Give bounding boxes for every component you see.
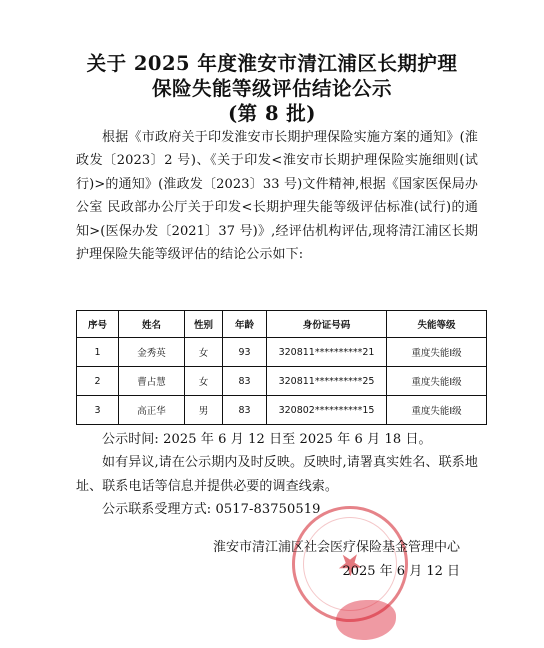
seal-star-icon: ★ (328, 542, 372, 587)
header-name: 姓名 (119, 311, 185, 338)
notice-period: 公示时间: 2025 年 6 月 12 日至 2025 年 6 月 18 日。 (102, 432, 432, 447)
header-gender: 性别 (185, 311, 223, 338)
cell-index: 1 (77, 338, 119, 367)
objection-text: 如有异议,请在公示期内及时反映。反映时,请署真实姓名、联系地址、联系电话等信息并提供必要的调查线索。 (76, 455, 478, 494)
title-batch: (第 8 批) (227, 102, 317, 125)
signature-date: 2025 年 6 月 12 日 (342, 564, 460, 579)
signature-org: 淮安市清江浦区社会医疗保险基金管理中心 (212, 540, 460, 555)
header-id-number: 身份证号码 (267, 311, 387, 338)
cell-name: 曹占慧 (119, 367, 185, 396)
closing-section (76, 428, 478, 522)
cell-id-number: 320802**********15 (267, 396, 387, 425)
cell-id-number: 320811**********25 (267, 367, 387, 396)
header-disability-level: 失能等级 (387, 311, 487, 338)
intro-paragraph: 根据《市政府关于印发淮安市长期护理保险实施方案的通知》(淮政发〔2023〕2 号)、《关于印发<淮安市长期护理保险实施细则(试行)>的通知》(淮政发〔2023〕33 号)文件精神,根据《国家医保局办公室 民政部办公厅关于印发<长期护理失能等级评估标准(试行)的通知>(医保办发〔2021〕37 号)》,经评估机构评估,现将清江浦区长期护理保险失能等级评估的结论公示如下: (76, 130, 478, 263)
cell-disability-level: 重度失能Ⅰ级 (387, 338, 487, 367)
cell-gender: 女 (185, 338, 223, 367)
cell-gender: 男 (185, 396, 223, 425)
table-header-row (77, 311, 487, 338)
contact-info: 公示联系受理方式: 0517-83750519 (102, 502, 321, 518)
cell-gender: 女 (185, 367, 223, 396)
cell-id-number: 320811**********21 (267, 338, 387, 367)
cell-age: 83 (223, 367, 267, 396)
table-row (77, 396, 487, 425)
cell-index: 3 (77, 396, 119, 425)
cell-disability-level: 重度失能Ⅰ级 (387, 396, 487, 425)
cell-age: 93 (223, 338, 267, 367)
table-row (77, 367, 487, 396)
assessment-table (76, 310, 487, 425)
header-age: 年龄 (223, 311, 267, 338)
cell-name: 高正华 (119, 396, 185, 425)
cell-name: 金秀英 (119, 338, 185, 367)
seal-ink-smudge (336, 600, 396, 640)
title-line-2: 保险失能等级评估结论公示 (151, 77, 392, 100)
cell-index: 2 (77, 367, 119, 396)
cell-disability-level: 重度失能Ⅰ级 (387, 367, 487, 396)
intro-section (76, 126, 478, 266)
title-line-1: 关于 2025 年度淮安市清江浦区长期护理 (86, 52, 458, 75)
cell-age: 83 (223, 396, 267, 425)
table-row (77, 338, 487, 367)
header-index: 序号 (77, 311, 119, 338)
